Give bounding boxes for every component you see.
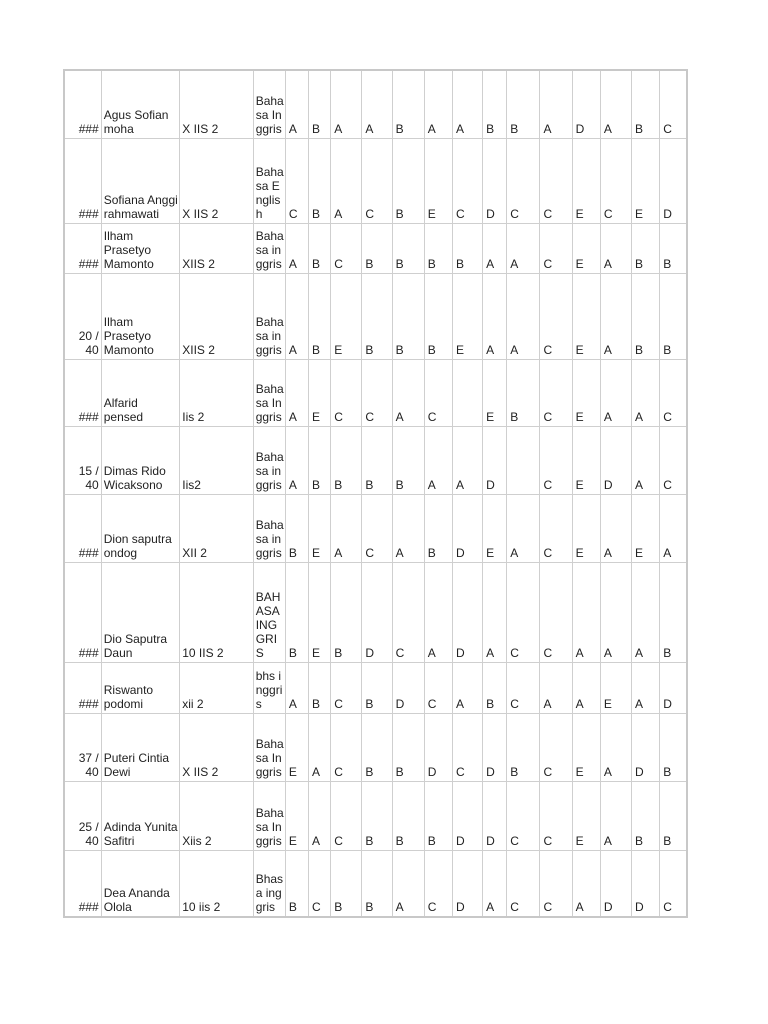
- answer-cell: C: [285, 138, 308, 223]
- answer-cell: B: [424, 223, 452, 273]
- answer-cell: [452, 359, 482, 426]
- answer-cell: B: [309, 426, 331, 494]
- answer-cell: A: [331, 138, 362, 223]
- subject-cell: Bahasa Inggris: [253, 713, 285, 781]
- answer-cell: D: [452, 850, 482, 917]
- subject-cell: Bahasa inggris: [253, 223, 285, 273]
- answer-cell: A: [392, 494, 424, 562]
- class-cell: X IIS 2: [180, 138, 253, 223]
- answer-cell: D: [600, 426, 631, 494]
- answer-cell: C: [660, 426, 687, 494]
- answer-cell: D: [452, 562, 482, 662]
- answer-cell: B: [632, 781, 660, 850]
- answer-cell: B: [660, 562, 687, 662]
- answer-cell: A: [600, 223, 631, 273]
- answer-cell: B: [507, 359, 540, 426]
- answer-cell: A: [424, 426, 452, 494]
- student-name-cell: Dion saputra ondog: [101, 494, 180, 562]
- answer-cell: A: [507, 273, 540, 359]
- answer-cell: A: [572, 850, 600, 917]
- student-name-cell: Adinda Yunita Safitri: [101, 781, 180, 850]
- answer-cell: C: [540, 562, 572, 662]
- answer-cell: A: [632, 426, 660, 494]
- answer-cell: C: [507, 138, 540, 223]
- answer-cell: A: [285, 359, 308, 426]
- table-row: [64, 426, 687, 494]
- answer-cell: C: [507, 662, 540, 713]
- answer-cell: C: [452, 713, 482, 781]
- subject-cell: Bahasa inggris: [253, 426, 285, 494]
- answer-cell: C: [540, 273, 572, 359]
- score-cell: ###: [64, 138, 101, 223]
- answer-cell: B: [309, 138, 331, 223]
- answer-cell: B: [285, 562, 308, 662]
- answer-cell: D: [483, 138, 507, 223]
- answer-cell: C: [660, 850, 687, 917]
- answer-cell: B: [392, 426, 424, 494]
- answer-cell: E: [424, 138, 452, 223]
- answer-cell: C: [507, 562, 540, 662]
- subject-cell: BAHASA INGGRIS: [253, 562, 285, 662]
- answer-cell: A: [660, 494, 687, 562]
- responses-table: [63, 69, 688, 918]
- answer-cell: E: [572, 223, 600, 273]
- answer-cell: B: [362, 273, 392, 359]
- answer-cell: D: [424, 713, 452, 781]
- table-row: [64, 562, 687, 662]
- answer-cell: A: [483, 850, 507, 917]
- answer-cell: D: [572, 70, 600, 138]
- answer-cell: B: [331, 850, 362, 917]
- answer-cell: E: [572, 781, 600, 850]
- answer-cell: D: [600, 850, 631, 917]
- answer-cell: A: [309, 713, 331, 781]
- answer-cell: B: [452, 223, 482, 273]
- answer-cell: A: [600, 713, 631, 781]
- answer-cell: B: [392, 273, 424, 359]
- answer-cell: D: [632, 850, 660, 917]
- class-cell: 10 IIS 2: [180, 562, 253, 662]
- table-row: [64, 662, 687, 713]
- responses-table-body: [64, 70, 687, 917]
- answer-cell: D: [660, 662, 687, 713]
- table-row: [64, 273, 687, 359]
- class-cell: Iis 2: [180, 359, 253, 426]
- answer-cell: D: [483, 713, 507, 781]
- answer-cell: A: [600, 273, 631, 359]
- answer-cell: E: [452, 273, 482, 359]
- class-cell: Iis2: [180, 426, 253, 494]
- answer-cell: B: [632, 273, 660, 359]
- answer-cell: C: [309, 850, 331, 917]
- answer-cell: A: [331, 494, 362, 562]
- table-row: [64, 781, 687, 850]
- subject-cell: Bahasa English: [253, 138, 285, 223]
- subject-cell: Bahasa Inggris: [253, 781, 285, 850]
- class-cell: X IIS 2: [180, 70, 253, 138]
- subject-cell: Bahasa inggris: [253, 273, 285, 359]
- answer-cell: C: [540, 223, 572, 273]
- answer-cell: A: [392, 359, 424, 426]
- subject-cell: Bhasa inggris: [253, 850, 285, 917]
- answer-cell: C: [540, 713, 572, 781]
- answer-cell: B: [362, 781, 392, 850]
- answer-cell: B: [309, 70, 331, 138]
- answer-cell: B: [424, 781, 452, 850]
- answer-cell: C: [600, 138, 631, 223]
- answer-cell: A: [600, 359, 631, 426]
- answer-cell: B: [285, 850, 308, 917]
- answer-cell: B: [362, 223, 392, 273]
- answer-cell: E: [632, 138, 660, 223]
- answer-cell: A: [285, 662, 308, 713]
- answer-cell: C: [452, 138, 482, 223]
- answer-cell: A: [600, 70, 631, 138]
- answer-cell: B: [392, 70, 424, 138]
- student-name-cell: Dimas Rido Wicaksono: [101, 426, 180, 494]
- answer-cell: A: [540, 662, 572, 713]
- answer-cell: C: [424, 359, 452, 426]
- answer-cell: A: [507, 494, 540, 562]
- answer-cell: A: [507, 223, 540, 273]
- answer-cell: C: [362, 359, 392, 426]
- answer-cell: A: [632, 662, 660, 713]
- answer-cell: B: [309, 662, 331, 713]
- answer-cell: B: [392, 223, 424, 273]
- table-row: [64, 713, 687, 781]
- answer-cell: E: [572, 359, 600, 426]
- answer-cell: B: [362, 662, 392, 713]
- answer-cell: A: [392, 850, 424, 917]
- answer-cell: B: [632, 70, 660, 138]
- answer-cell: A: [309, 781, 331, 850]
- answer-cell: B: [392, 138, 424, 223]
- answer-cell: A: [572, 662, 600, 713]
- student-name-cell: Dio Saputra Daun: [101, 562, 180, 662]
- student-name-cell: Riswanto podomi: [101, 662, 180, 713]
- answer-cell: A: [632, 562, 660, 662]
- answer-cell: C: [424, 662, 452, 713]
- student-name-cell: Ilham Prasetyo Mamonto: [101, 273, 180, 359]
- answer-cell: E: [285, 713, 308, 781]
- answer-cell: C: [331, 713, 362, 781]
- answer-cell: A: [483, 562, 507, 662]
- answer-cell: C: [331, 662, 362, 713]
- answer-cell: B: [309, 273, 331, 359]
- answer-cell: E: [309, 562, 331, 662]
- class-cell: XIIS 2: [180, 223, 253, 273]
- answer-cell: D: [362, 562, 392, 662]
- answer-cell: C: [331, 223, 362, 273]
- answer-cell: C: [540, 850, 572, 917]
- answer-cell: B: [660, 713, 687, 781]
- answer-cell: B: [660, 781, 687, 850]
- answer-cell: B: [392, 781, 424, 850]
- answer-cell: B: [483, 662, 507, 713]
- answer-cell: A: [452, 426, 482, 494]
- answer-cell: D: [483, 781, 507, 850]
- answer-cell: B: [362, 713, 392, 781]
- score-cell: ###: [64, 70, 101, 138]
- score-cell: ###: [64, 850, 101, 917]
- answer-cell: A: [331, 70, 362, 138]
- answer-cell: E: [309, 494, 331, 562]
- answer-cell: D: [392, 662, 424, 713]
- answer-cell: A: [285, 273, 308, 359]
- score-cell: ###: [64, 359, 101, 426]
- answer-cell: D: [632, 713, 660, 781]
- answer-cell: B: [507, 70, 540, 138]
- class-cell: Xiis 2: [180, 781, 253, 850]
- answer-cell: C: [362, 494, 392, 562]
- answer-cell: B: [632, 223, 660, 273]
- student-name-cell: Dea Ananda Olola: [101, 850, 180, 917]
- answer-cell: E: [331, 273, 362, 359]
- answer-cell: E: [572, 426, 600, 494]
- table-row: [64, 359, 687, 426]
- answer-cell: A: [540, 70, 572, 138]
- answer-cell: C: [331, 359, 362, 426]
- class-cell: 10 iis 2: [180, 850, 253, 917]
- class-cell: XIIS 2: [180, 273, 253, 359]
- score-cell: 15 / 40: [64, 426, 101, 494]
- score-cell: 37 / 40: [64, 713, 101, 781]
- table-row: [64, 70, 687, 138]
- class-cell: XII 2: [180, 494, 253, 562]
- table-row: [64, 138, 687, 223]
- answer-cell: E: [309, 359, 331, 426]
- answer-cell: C: [660, 70, 687, 138]
- subject-cell: Bahasa Inggris: [253, 70, 285, 138]
- answer-cell: B: [362, 850, 392, 917]
- answer-cell: B: [507, 713, 540, 781]
- answer-cell: E: [572, 713, 600, 781]
- answer-cell: [507, 426, 540, 494]
- answer-cell: B: [424, 494, 452, 562]
- answer-cell: B: [362, 426, 392, 494]
- answer-cell: B: [424, 273, 452, 359]
- answer-cell: A: [285, 223, 308, 273]
- answer-cell: A: [600, 781, 631, 850]
- answer-cell: C: [424, 850, 452, 917]
- answer-cell: B: [392, 713, 424, 781]
- answer-cell: D: [452, 781, 482, 850]
- answer-cell: D: [483, 426, 507, 494]
- answer-cell: A: [600, 494, 631, 562]
- answer-cell: C: [660, 359, 687, 426]
- score-cell: 25 / 40: [64, 781, 101, 850]
- table-row: [64, 850, 687, 917]
- student-name-cell: Sofiana Anggi rahmawati: [101, 138, 180, 223]
- score-cell: ###: [64, 662, 101, 713]
- score-cell: ###: [64, 223, 101, 273]
- answer-cell: B: [285, 494, 308, 562]
- answer-cell: E: [632, 494, 660, 562]
- student-name-cell: Agus Sofian moha: [101, 70, 180, 138]
- answer-cell: B: [331, 426, 362, 494]
- student-name-cell: Alfarid pensed: [101, 359, 180, 426]
- answer-cell: A: [285, 70, 308, 138]
- answer-cell: A: [424, 562, 452, 662]
- table-row: [64, 494, 687, 562]
- answer-cell: B: [309, 223, 331, 273]
- subject-cell: bhs inggris: [253, 662, 285, 713]
- answer-cell: C: [540, 138, 572, 223]
- answer-cell: B: [483, 70, 507, 138]
- class-cell: xii 2: [180, 662, 253, 713]
- class-cell: X IIS 2: [180, 713, 253, 781]
- answer-cell: B: [660, 223, 687, 273]
- student-name-cell: Ilham Prasetyo Mamonto: [101, 223, 180, 273]
- answer-cell: C: [540, 494, 572, 562]
- answer-cell: C: [540, 426, 572, 494]
- answer-cell: C: [507, 850, 540, 917]
- answer-cell: C: [540, 781, 572, 850]
- answer-cell: A: [285, 426, 308, 494]
- score-cell: ###: [64, 562, 101, 662]
- answer-cell: A: [424, 70, 452, 138]
- answer-cell: A: [362, 70, 392, 138]
- answer-cell: E: [285, 781, 308, 850]
- answer-cell: A: [483, 223, 507, 273]
- subject-cell: Bahasa Inggris: [253, 359, 285, 426]
- answer-cell: A: [452, 70, 482, 138]
- student-name-cell: Puteri Cintia Dewi: [101, 713, 180, 781]
- answer-cell: E: [483, 494, 507, 562]
- score-cell: ###: [64, 494, 101, 562]
- answer-cell: E: [572, 494, 600, 562]
- answer-cell: A: [600, 562, 631, 662]
- answer-cell: C: [362, 138, 392, 223]
- answer-cell: C: [392, 562, 424, 662]
- answer-cell: A: [452, 662, 482, 713]
- answer-cell: A: [572, 562, 600, 662]
- subject-cell: Bahasa inggris: [253, 494, 285, 562]
- answer-cell: A: [483, 273, 507, 359]
- answer-cell: E: [600, 662, 631, 713]
- answer-cell: E: [483, 359, 507, 426]
- answer-cell: E: [572, 273, 600, 359]
- answer-cell: D: [660, 138, 687, 223]
- answer-cell: B: [331, 562, 362, 662]
- score-cell: 20 / 40: [64, 273, 101, 359]
- answer-cell: C: [540, 359, 572, 426]
- answer-cell: C: [507, 781, 540, 850]
- answer-cell: B: [660, 273, 687, 359]
- answer-cell: D: [452, 494, 482, 562]
- table-row: [64, 223, 687, 273]
- answer-cell: E: [572, 138, 600, 223]
- answer-cell: A: [632, 359, 660, 426]
- answer-cell: C: [331, 781, 362, 850]
